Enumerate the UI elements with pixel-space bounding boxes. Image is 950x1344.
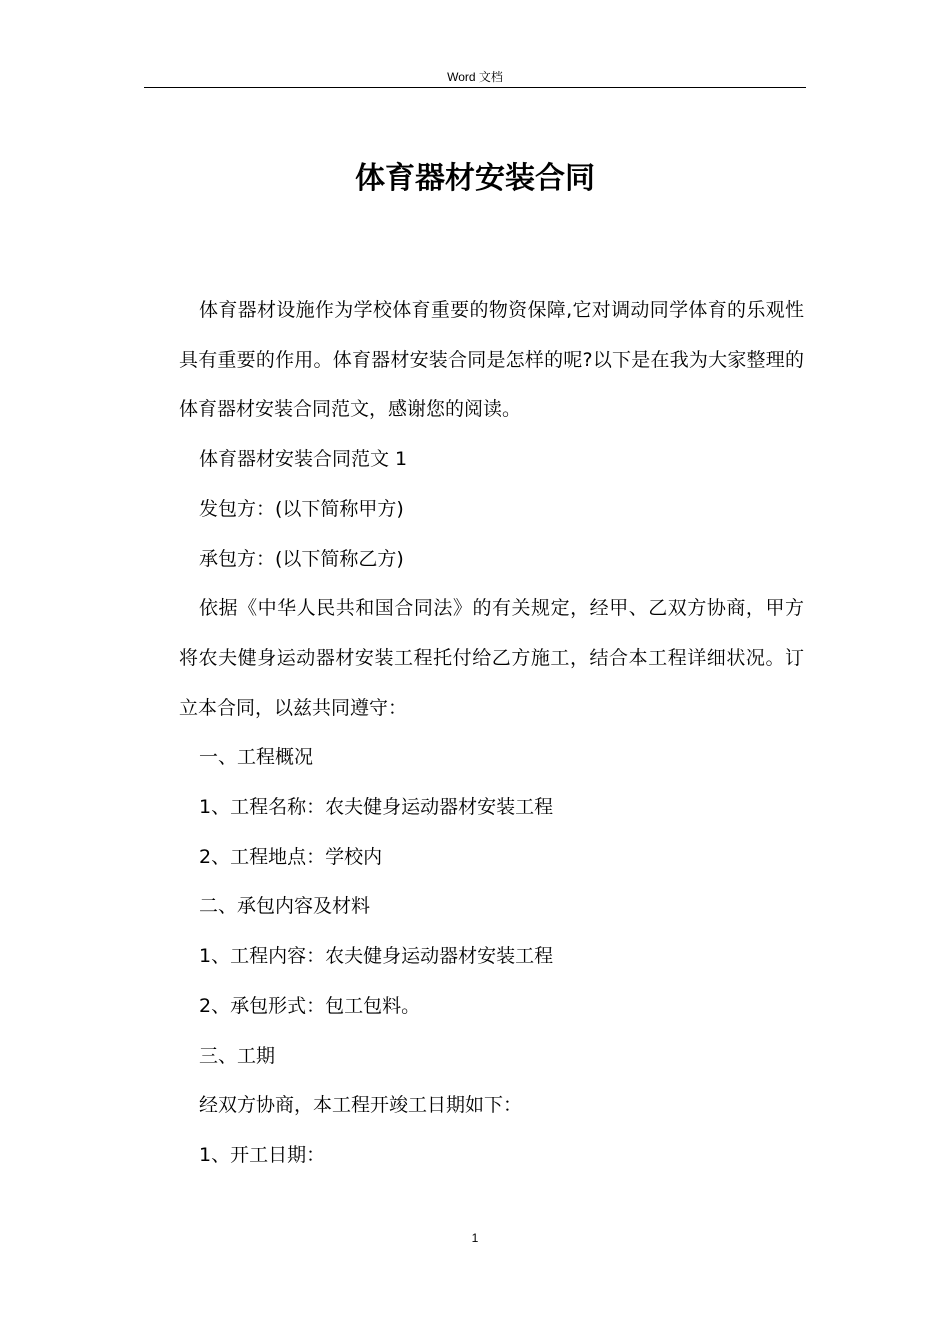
document-title: 体育器材安装合同 xyxy=(355,161,595,196)
paragraph-preamble: 依据《中华人民共和国合同法》的有关规定，经甲、乙双方协商，甲方将农夫健身运动器材安装工程托付给乙方施工，结合本工程详细状况。订立本合同，以兹共同遵守： xyxy=(179,597,804,719)
list-item-contract-form: 2、承包形式：包工包料。 xyxy=(199,994,421,1017)
document-body xyxy=(179,286,804,1181)
page-number: 1 xyxy=(471,1231,479,1245)
paragraph-schedule-intro: 经双方协商，本工程开竣工日期如下： xyxy=(199,1094,523,1117)
section-heading-schedule: 三、工期 xyxy=(199,1044,276,1067)
list-item-project-content: 1、工程内容：农夫健身运动器材安装工程 xyxy=(199,945,554,968)
page-header-label: Word 文档 xyxy=(447,70,503,84)
list-item-project-location: 2、工程地点：学校内 xyxy=(199,845,383,868)
paragraph-intro: 体育器材设施作为学校体育重要的物资保障,它对调动同学体育的乐观性具有重要的作用。体育器材安装合同是怎样的呢?以下是在我为大家整理的体育器材安装合同范文，感谢您的阅读。 xyxy=(179,299,804,421)
list-item-project-name: 1、工程名称：农夫健身运动器材安装工程 xyxy=(199,796,554,819)
header-divider xyxy=(144,87,806,88)
paragraph-party-a: 发包方：(以下简称甲方) xyxy=(199,497,404,520)
paragraph-sample-heading: 体育器材安装合同范文 1 xyxy=(199,448,408,471)
paragraph-party-b: 承包方：(以下简称乙方) xyxy=(199,547,404,570)
list-item-start-date: 1、开工日期： xyxy=(199,1143,326,1166)
section-heading-overview: 一、工程概况 xyxy=(199,746,314,769)
section-heading-scope: 二、承包内容及材料 xyxy=(199,895,371,918)
